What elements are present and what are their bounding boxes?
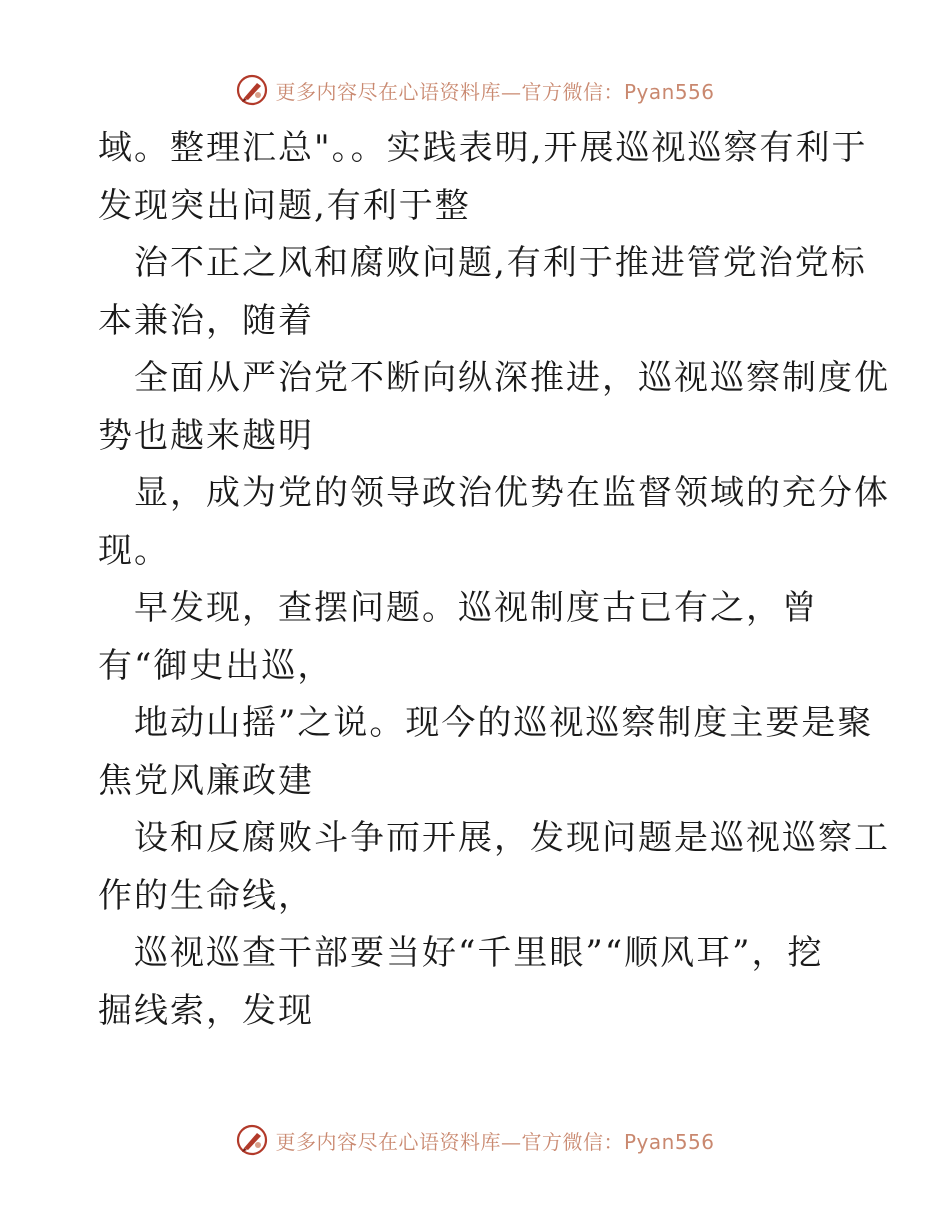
body-line: 全面从严治党不断向纵深推进，巡视巡察制度优 (134, 358, 890, 398)
footer-watermark-id: Pyan556 (623, 1129, 715, 1154)
body-line: 势也越来越明 (98, 415, 314, 456)
document-body (98, 120, 890, 1040)
body-line: 作的生命线， (98, 875, 314, 916)
body-line: 地动山摇”之说。现今的巡视巡察制度主要是聚 (134, 703, 874, 743)
header-watermark (0, 70, 950, 110)
header-watermark-text: 更多内容尽在心语资料库—官方微信： (275, 79, 624, 104)
body-line: 焦党风廉政建 (98, 760, 314, 801)
pen-logo-icon (235, 73, 269, 107)
body-line: 域。整理汇总"。。实践表明,开展巡视巡察有利于 (98, 128, 868, 168)
body-line: 显，成为党的领导政治优势在监督领域的充分体 (134, 473, 890, 513)
body-line: 有“御史出巡， (98, 645, 334, 686)
header-watermark-id: Pyan556 (623, 79, 715, 104)
body-line: 掘线索，发现 (98, 990, 314, 1031)
footer-watermark-text: 更多内容尽在心语资料库—官方微信： (275, 1129, 624, 1154)
body-line: 发现突出问题,有利于整 (98, 185, 471, 226)
body-line: 治不正之风和腐败问题,有利于推进管党治党标 (134, 243, 867, 283)
footer-watermark (0, 1120, 950, 1160)
body-line: 现。 (98, 530, 170, 571)
body-line: 本兼治，随着 (98, 300, 314, 341)
pen-logo-icon (235, 1123, 269, 1157)
body-line: 巡视巡查干部要当好“千里眼”“顺风耳”，挖 (134, 933, 824, 973)
body-line: 设和反腐败斗争而开展，发现问题是巡视巡察工 (134, 818, 890, 858)
body-line: 早发现，查摆问题。巡视制度古已有之，曾 (134, 588, 818, 628)
